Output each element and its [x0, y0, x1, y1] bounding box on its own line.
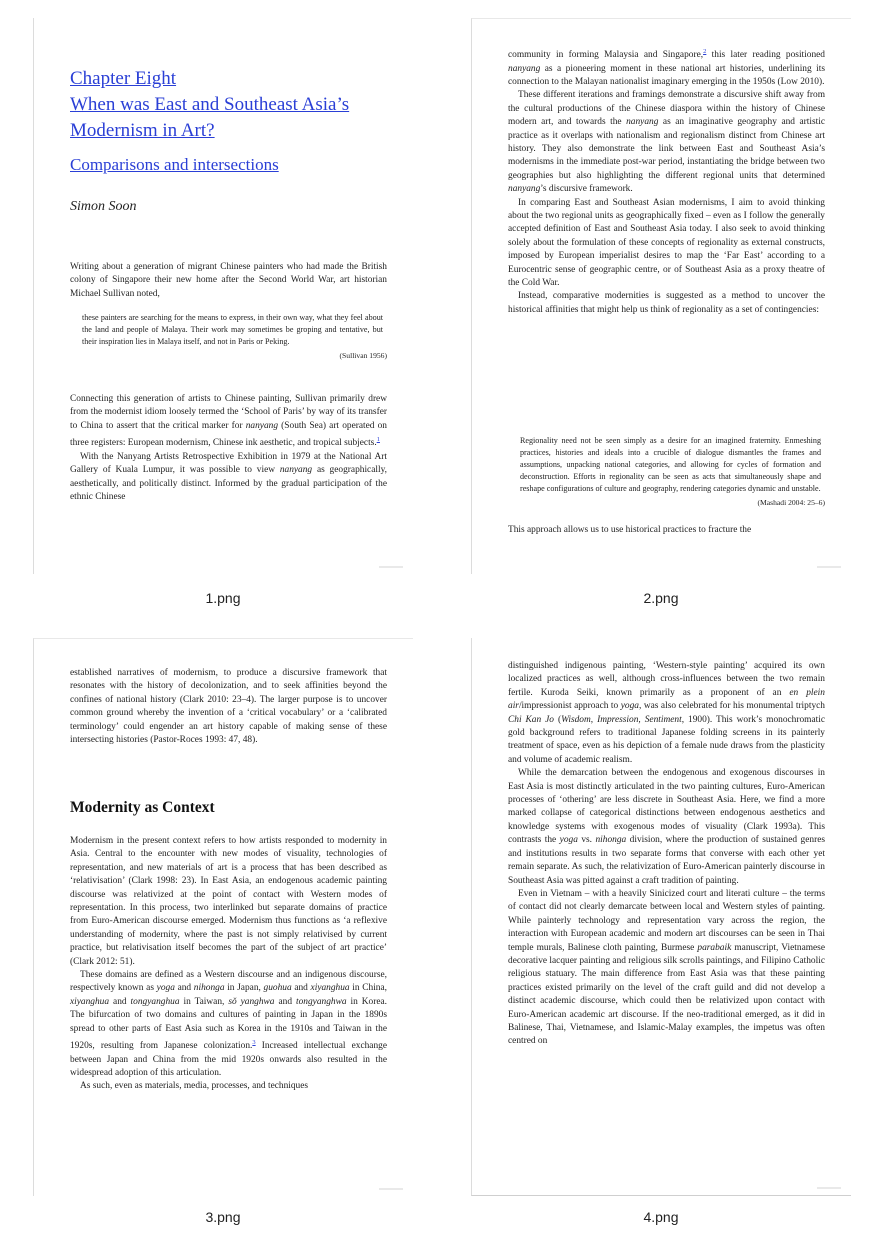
page-1: [33, 18, 413, 574]
author-name: Simon Soon: [70, 199, 137, 214]
paragraph: These different iterations and framings demonstrate a discursive shift away from the cultural productions of the Chinese diaspora within the history of Chinese modern art, and towards the nanyang as an imaginative geography and artistic practice as it overlaps with nationalism and regionalism distinct from Chinese art history. They also demonstrate the link between East and Southeast Asia’s modernisms in the immediate post-war period, instantiating the bridge between two geographies but also highlighting the different regional units that determined nanyang’s discursive framework.: [508, 90, 826, 195]
paragraph: Even in Vietnam – with a heavily Sinicized court and literati culture – the terms of contact did not clearly demarcate between local and Western styles of painting. While painterly technology and representation vary across the region, the interaction with European academic and modern art discourses can be seen in Thai temple murals, Balinese cloth painting, Burmese parabaik manuscript, Vietnamese decorative lacquer painting and religious silk scrolls paintings, and Filipino Catholic religious statuary. The main difference from East Asia was that these painting practices existed primarily on the level of the craft guild and did not develop a distinct academic discourse, which could then be relativized upon contact with Euro-American academic art discourse. If the neo-traditional emerged, as it did in Balinese, Thai, Vietnamese, and Islamic-Malay examples, the impetus was often centred on: [508, 888, 825, 1047]
paragraph: As such, even as materials, media, processes, and techniques: [80, 1081, 309, 1092]
paragraph: While the demarcation between the endogenous and exogenous discourses in East Asia is most distinctly articulated in the two painting cultures, Euro-American processes of ‘othering’ are less discrete in Southeast Asia. Here, we find a more marked collapse of categorical distinctions between endogenous aesthetics and knowledge systems with exogenous modes of visuality (Clark 1993a). This contrasts the yoga vs. nihonga division, where the production of sustained genres and institutions results in two separate forms that converse with each other yet remain separate. As such, the relativization of Euro-American painterly discourse in Southeast Asia was pitted against a craft tradition of painting.: [508, 768, 826, 886]
paragraph: With the Nanyang Artists Retrospective Exhibition in 1979 at the National Art Gallery of Kuala Lumpur, it was possible to view nanyang as geographically, aesthetically, and politically distinct. Informed by the gradual participation of the ethnic Chinese: [70, 451, 387, 502]
paragraph: distinguished indigenous painting, ‘Western-style painting’ acquired its own localized practices as well, although cross-influences between the two remain fertile. Kuroda Seiki, known primarily as a proponent of an en plein air/impressionist approach to yoga, was also celebrated for his monumental triptych Chi Kan Jo (Wisdom, Impression, Sentiment, 1900). This work’s monochromatic gold background refers to traditional Japanese folding screens in its painterly treatment of space, even as his depiction of a female nude draws from the plasticity and volume of academic realism.: [508, 661, 825, 765]
paragraph: These domains are defined as a Western discourse and an indigenous discourse, respectively known as yoga and nihonga in Japan, guohua and xiyanghua in China, xiyanghua and tongyanghua in Taiwan, sŏ yanghwa and tongyanghwa in Korea. The bifurcation of two domains and cultures of painting in Japan in the 1890s spread to other parts of East Asia such as Korea in the 1910s and Taiwan in the 1920s, resulting from Japanese colonization.$^3$ Increased intellectual exchange between Japan and China from the mid 1920s onwards also resulted in the widespread adoption of this articulation.: [70, 970, 387, 1079]
quote-citation: (Sullivan 1956): [339, 351, 387, 360]
image-caption: 3.png: [205, 1209, 241, 1225]
section-heading: Modernity as Context: [70, 799, 215, 816]
page-mark: [379, 1188, 403, 1190]
paragraph: community in forming Malaysia and Singapore,$^2$ this later reading positioned nanyang as a pioneering moment in these national art histories, underlining its connection to the Malayan nationalist imaginary emerging in the 1950s (Low 2010).: [508, 48, 825, 87]
quote-text: Regionality need not be seen simply as a desire for an imagined fraternity. Enmeshing practices, histories and ideals into a crucible of dialogue dismantles the frames and assumptions, unpacking national categories, and allowing for cycles of formation and deconstruction. Efforts in regionality can be seen as acts that simultaneously shape and reshape configurations of culture and geography, rendering categories dynamic and unstable.: [520, 436, 821, 493]
page-mark: [817, 566, 841, 568]
chapter-title: [70, 66, 393, 178]
paragraph: Writing about a generation of migrant Chinese painters who had made the British colony of Singapore their new home after the Second World War, art historian Michael Sullivan noted,: [70, 262, 387, 299]
paragraph: Connecting this generation of artists to Chinese painting, Sullivan primarily drew from the modernist idiom loosely termed the ‘School of Paris’ by way of its transfer to China to assert that the critical marker for nanyang (South Sea) art operated on three registers: European modernism, Chinese ink aesthetic, and tropical subjects.$^1$: [70, 394, 387, 449]
page-3: [33, 638, 413, 1196]
body-text: [70, 667, 387, 747]
paragraph: Instead, comparative modernities is suggested as a method to uncover the historical affinities that might help us think of regionality as a set of contingencies:: [508, 291, 825, 315]
quote-citation: (Mashadi 2004: 25–6): [757, 498, 825, 507]
paragraph: This approach allows us to use historical practices to fracture the: [508, 525, 752, 535]
footnote-link[interactable]: 3: [252, 1039, 256, 1047]
image-caption: 1.png: [205, 590, 241, 606]
body-text: [508, 524, 825, 537]
page-mark: [379, 566, 403, 568]
chapter-title-line[interactable]: When was East and Southeast Asia’s: [70, 94, 350, 115]
body-text: [70, 393, 387, 504]
body-text: [508, 45, 825, 317]
footnote-link[interactable]: 2: [703, 48, 707, 55]
body-text: [70, 261, 387, 301]
block-quote: [508, 435, 825, 507]
chapter-subtitle[interactable]: Comparisons and intersections: [70, 155, 279, 174]
page-2: [471, 18, 851, 574]
chapter-title-line[interactable]: Modernism in Art?: [70, 120, 215, 141]
paragraph: established narratives of modernism, to produce a discursive framework that resonates with the history of decolonization, and to seek affinities beyond the confines of national history (Clark 2010: 23–4). The larger purpose is to uncover common ground whereby the invention of a ‘critical vocabulary’ or a ‘calibrated terminology’ could engender an art history capable of making sense of these intersecting histories (Pastor-Roces 1993: 47, 48).: [70, 668, 387, 746]
chapter-title-line[interactable]: Chapter Eight: [70, 68, 177, 89]
body-text: [508, 660, 825, 1049]
paragraph: In comparing East and Southeast Asian modernisms, I aim to avoid thinking about the two regional units as geographically fixed – even as I follow the generally accepted definition of East and Southeast Asia today. I also seek to avoid thinking solely about the formulation of these concepts of regionality as external constructs, imposed by European imperialist desires to map the ‘Far East’ according to a Eurocentric sense of geographic centre, or of Southeast Asia as a proxy theatre of the Cold War.: [508, 197, 825, 289]
page-mark: [817, 1187, 841, 1189]
footnote-link[interactable]: 1: [376, 436, 380, 444]
page-4: [471, 638, 851, 1196]
body-text: [70, 835, 387, 1094]
block-quote: [70, 312, 387, 360]
quote-text: these painters are searching for the means to express, in their own way, what they feel about the land and people of Malaya. Their work may sometimes be groping and tentative, but their inspiration lies in Malaya itself, and not in Paris or Peking.: [82, 313, 383, 346]
image-caption: 4.png: [643, 1209, 679, 1225]
image-caption: 2.png: [643, 590, 679, 606]
paragraph: Modernism in the present context refers to how artists responded to modernity in Asia. Central to the encounter with new modes of visuality, technologies of representation, and new materials of art is a process that has been described as ‘relativisation’ (Clark 1998: 23). In East Asia, an endogenous academic painting discourse was relativized at the point of contact with Western modes of representation. In this process, two interlinked but separate domains of practice from Euro-American discourse emerged. Modernism thus functions as ‘a reflexive understanding of modernity, where the past is not simply relativised by current practice, but relativisation itself becomes the part of the subject of art practice’ (Clark 2012: 51).: [70, 836, 387, 967]
